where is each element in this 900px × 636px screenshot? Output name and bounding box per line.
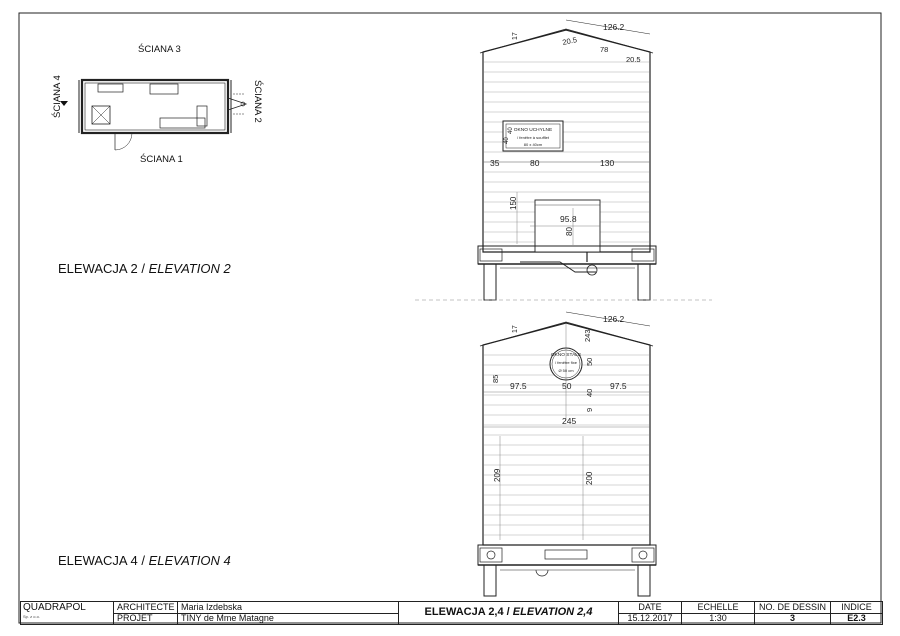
dim-e2-width: 126.2	[603, 22, 625, 32]
elevation-4-title-fr: ELEVATION 4	[148, 553, 231, 568]
floor-plan	[60, 80, 246, 150]
sheet-title-cell	[399, 602, 619, 624]
plan-wall-1-label: ŚCIANA 1	[140, 154, 183, 165]
architecte-label: ARCHITECTE	[114, 602, 177, 614]
architecte-value: Maria Izdebska	[178, 602, 398, 614]
scale-cell	[682, 602, 755, 624]
sheet-title-pl: ELEWACJA 2,4 /	[424, 606, 513, 618]
elevation-2-title	[58, 261, 231, 276]
elevation-2-title-pl: ELEWACJA 2 /	[58, 261, 149, 276]
plan-wall-2-label: ŚCIANA 2	[252, 80, 263, 123]
dim-e2-150: 150	[509, 196, 518, 210]
dim-e4-209: 209	[493, 468, 502, 482]
elevation-4-title-pl: ELEWACJA 4 /	[58, 553, 149, 568]
echelle-value: 1:30	[709, 613, 727, 623]
projet-value: TINY de Mme Matagne	[181, 613, 274, 623]
dim-e2-roof-mid: 78	[600, 45, 609, 54]
date-value: 15.12.2017	[627, 613, 673, 623]
window-e2-label-2: / fenêtre à soufflet	[517, 135, 549, 140]
sheet-title-fr: ELEVATION 2,4	[512, 606, 593, 618]
dim-e2-roof-right: 20.5	[626, 55, 641, 64]
dim-e2-win-h1: 40	[508, 127, 514, 134]
elevation-2-title-fr: ELEVATION 2	[148, 261, 231, 276]
elevation-4-title	[58, 553, 231, 568]
echelle-label: ECHELLE	[682, 602, 754, 614]
dim-e2-130: 130	[600, 158, 615, 168]
dim-e4-40: 40	[585, 388, 594, 397]
indice-value: E2.3	[847, 613, 866, 623]
company-sub: Sp. z o.o.	[23, 614, 40, 619]
window-e4-label-2: / fenêtre fixe	[554, 360, 578, 365]
dim-e4-50a: 50	[585, 357, 594, 366]
dim-e4-peak: 17	[512, 325, 519, 333]
dessin-label: NO. DE DESSIN	[755, 602, 830, 614]
window-e2-label-1: OKNO UCHYLNE	[513, 128, 553, 133]
elevation-4-dimensions	[491, 314, 627, 485]
dim-e2-958: 95.8	[560, 214, 577, 224]
plan-wall-3-label: ŚCIANA 3	[138, 44, 181, 55]
dim-e4-50: 50	[562, 381, 572, 391]
dim-e4-width: 126.2	[603, 314, 625, 324]
window-e4-label-3: Ø 50 cm	[558, 368, 574, 373]
date-cell	[619, 602, 682, 624]
dim-e4-975-left: 97.5	[510, 381, 527, 391]
date-label: DATE	[619, 602, 681, 614]
drawing-no-cell	[755, 602, 831, 624]
values-cell	[178, 602, 399, 624]
dim-e4-243: 243	[583, 329, 592, 342]
labels-cell	[114, 602, 178, 624]
indice-label: INDICE	[831, 602, 882, 614]
dim-e2-roof-left: 20.5	[561, 35, 578, 47]
dim-e2-win-h2: 40	[504, 137, 510, 144]
dim-e2-box80: 80	[565, 227, 574, 236]
dim-e2-80: 80	[530, 158, 540, 168]
dim-e2-35: 35	[490, 158, 500, 168]
projet-label: PROJET	[117, 613, 153, 623]
sheet-title	[399, 606, 618, 618]
title-block	[20, 601, 883, 625]
dim-e4-85: 85	[491, 374, 500, 383]
dim-e4-245: 245	[562, 416, 577, 426]
dim-e4-200: 200	[585, 471, 594, 485]
company-name: QUADRAPOL	[23, 602, 86, 613]
sheet-border	[19, 13, 881, 623]
window-e4-label-1: OKNO STAŁE	[550, 353, 582, 358]
indice-cell	[831, 602, 882, 624]
company-cell	[21, 602, 114, 624]
plan-wall-4-label: ŚCIANA 4	[52, 75, 63, 118]
dim-e2-peak: 17	[512, 32, 519, 40]
dim-e4-975-right: 97.5	[610, 381, 627, 391]
dessin-value: 3	[789, 613, 795, 623]
dim-e4-9: 9	[585, 407, 594, 412]
window-e2-label-3: 80 x 40cm	[523, 142, 543, 147]
